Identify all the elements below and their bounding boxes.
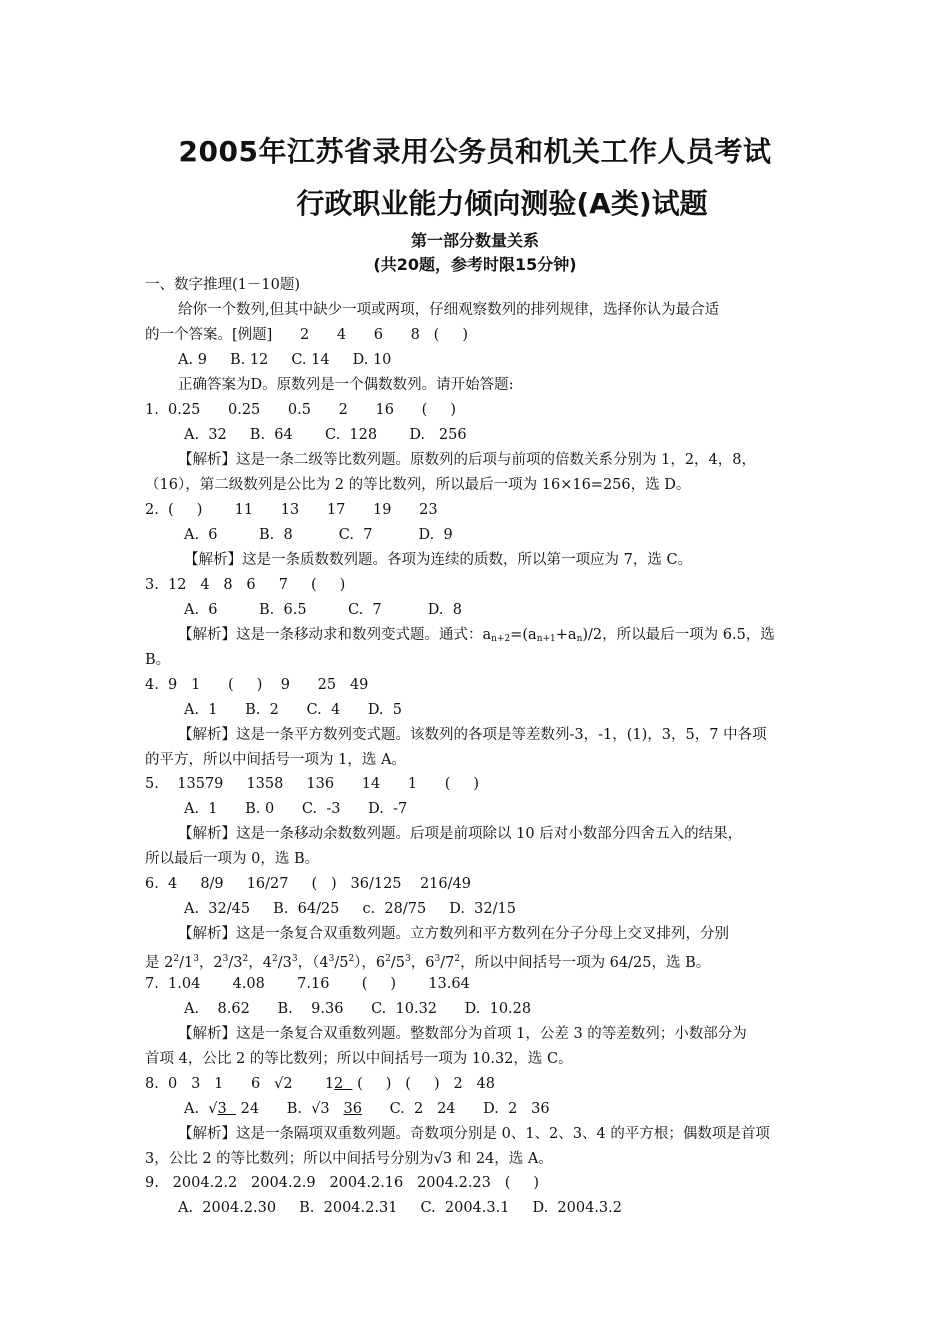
- q8-explanation-line1: 【解析】这是一条隔项双重数列题。奇数项分别是 0、1、2、3、4 的平方根；偶数项是首项: [178, 1126, 770, 1142]
- q7-explanation-line2: 首项 4，公比 2 的等比数列；所以中间括号一项为 10.32，选 C。: [145, 1051, 573, 1067]
- q6-options: A. 32/45 B. 64/25 c. 28/75 D. 32/15: [184, 901, 516, 917]
- q8-stem: 8. 0 3 1 6 √2 12 ( ) ( ) 2 48: [145, 1076, 495, 1092]
- example-options: A. 9 B. 12 C. 14 D. 10: [178, 352, 392, 368]
- exam-title-line2: 行政职业能力倾向测验(A类)试题: [296, 187, 708, 220]
- q1-explanation-line1: 【解析】这是一条二级等比数列题。原数列的后项与前项的倍数关系分别为 1，2，4，8，: [178, 452, 757, 468]
- q3-explanation-line1: 【解析】这是一条移动求和数列变式题。通式：$a_{n+2}=(a_{n+1}+a_n)/2$，所以最后一项为 6.5，选: [178, 627, 775, 644]
- q2-explanation: 【解析】这是一条质数数列题。各项为连续的质数，所以第一项应为 7，选 C。: [184, 552, 693, 568]
- instruction-line2: 的一个答案。[例题] 2 4 6 8 ( ): [145, 327, 469, 343]
- q5-stem: 5. 13579 1358 136 14 1 ( ): [145, 776, 480, 792]
- q8-explanation-line2: 3，公比 2 的等比数列；所以中间括号分别为√3 和 24，选 A。: [145, 1151, 553, 1167]
- q7-options: A. 8.62 B. 9.36 C. 10.32 D. 10.28: [184, 1001, 532, 1017]
- q1-options: A. 32 B. 64 C. 128 D. 256: [184, 427, 467, 443]
- q1-explanation-line2: （16），第二级数列是公比为 2 的等比数列，所以最后一项为 16×16=256，选 D。: [145, 477, 691, 493]
- q6-explanation-line2: 是 $2^2/1^3$，$2^3/3^2$，$4^2/3^3$，$(4^3/5^2)$，$6^2/5^3$，$6^3/7^2$，所以中间括号一项为 64/25，选 B。: [145, 954, 711, 971]
- q5-explanation-line2: 所以最后一项为 0，选 B。: [145, 851, 320, 867]
- q9-options: A. 2004.2.30 B. 2004.2.31 C. 2004.3.1 D. 2004.3.2: [178, 1200, 622, 1216]
- example-answer: 正确答案为D。原数列是一个偶数数列。请开始答题:: [178, 377, 514, 393]
- q5-options: A. 1 B. 0 C. -3 D. -7: [184, 801, 408, 817]
- q6-stem: 6. 4 8/9 16/27 ( ) 36/125 216/49: [145, 876, 471, 892]
- q4-stem: 4. 9 1 ( ) 9 25 49: [145, 677, 369, 693]
- exam-title-line1: 2005年江苏省录用公务员和机关工作人员考试: [178, 135, 772, 168]
- instruction-line1: 给你一个数列,但其中缺少一项或两项，仔细观察数列的排列规律，选择你认为最合适: [178, 302, 720, 318]
- q3-stem: 3. 12 4 8 6 7 ( ): [145, 577, 346, 593]
- q6-explanation-line1: 【解析】这是一条复合双重数列题。立方数列和平方数列在分子分母上交叉排列，分别: [178, 926, 729, 942]
- q3-explanation-line2: B。: [145, 652, 171, 668]
- q3-options: A. 6 B. 6.5 C. 7 D. 8: [184, 602, 462, 618]
- subsection-heading: 一、数字推理(1－10题): [145, 277, 300, 293]
- section-title: 第一部分数量关系: [410, 231, 539, 250]
- q2-stem: 2. ( ) 11 13 17 19 23: [145, 502, 438, 518]
- q2-options: A. 6 B. 8 C. 7 D. 9: [184, 527, 453, 543]
- q7-stem: 7. 1.04 4.08 7.16 ( ) 13.64: [145, 976, 470, 992]
- section-note: (共20题，参考时限15分钟): [373, 255, 577, 274]
- q1-stem: 1. 0.25 0.25 0.5 2 16 ( ): [145, 402, 456, 418]
- q8-options: A. √3 24 B. √3 36 C. 2 24 D. 2 36: [184, 1101, 550, 1117]
- q4-explanation-line2: 的平方，所以中间括号一项为 1，选 A。: [145, 752, 406, 768]
- q4-options: A. 1 B. 2 C. 4 D. 5: [184, 702, 402, 718]
- q5-explanation-line1: 【解析】这是一条移动余数数列题。后项是前项除以 10 后对小数部分四舍五入的结果，: [178, 826, 743, 842]
- q4-explanation-line1: 【解析】这是一条平方数列变式题。该数列的各项是等差数列-3，-1，(1)，3，5，7 中各项: [178, 727, 767, 743]
- q9-stem: 9. 2004.2.2 2004.2.9 2004.2.16 2004.2.23 ( ): [145, 1175, 540, 1191]
- q7-explanation-line1: 【解析】这是一条复合双重数列题。整数部分为首项 1，公差 3 的等差数列；小数部分为: [178, 1026, 747, 1042]
